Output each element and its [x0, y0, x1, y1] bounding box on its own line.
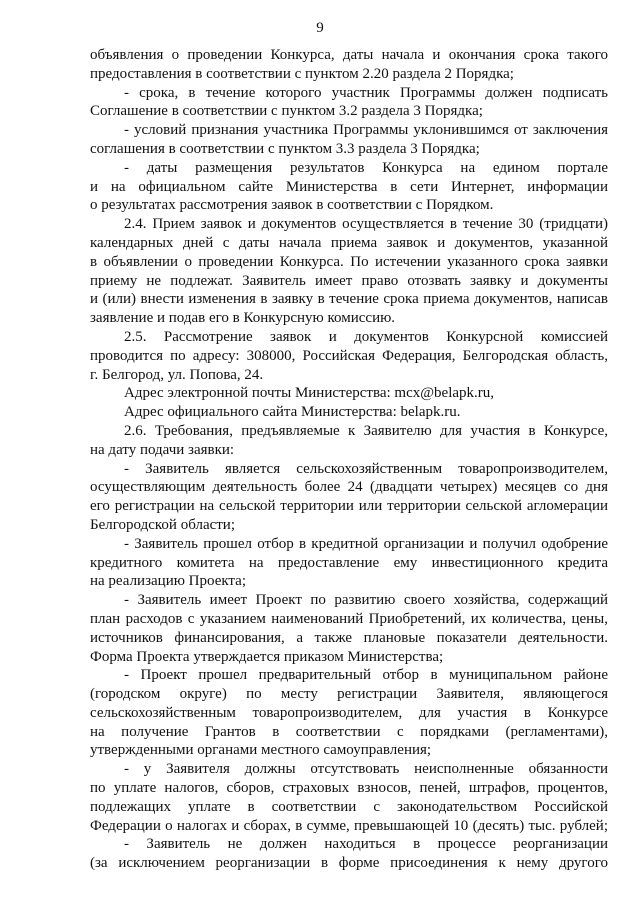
text-line: Белгородской области;: [90, 516, 236, 533]
text-line: - условий признания участника Программы уклонившимся от заключения: [124, 122, 608, 139]
text-line: на дату подачи заявки:: [90, 441, 235, 458]
text-line: 2.4. Прием заявок и документов осуществляется в течение 30 (тридцати): [124, 216, 608, 233]
text-line: на реализацию Проекта;: [90, 573, 246, 590]
text-line: источников финансирования, а также плановые показатели деятельности.: [90, 629, 608, 646]
page-number: 9: [316, 20, 324, 36]
text-line: и (или) внести изменения в заявку в течение срока приема документов, написав: [90, 291, 608, 308]
text-line: план расходов с указанием наименований Приобретений, их количества, цены,: [90, 610, 608, 627]
text-line: - Заявитель является сельскохозяйственным товаропроизводителем,: [124, 460, 608, 477]
text-line: (за исключением реорганизации в форме присоединения к нему другого: [90, 855, 608, 872]
text-line: кредитного комитета на предоставление ему инвестиционного кредита: [90, 554, 608, 571]
text-line: проводится по адресу: 308000, Российская Федерация, Белгородская область,: [90, 347, 608, 364]
text-line: г. Белгород, ул. Попова, 24.: [90, 366, 264, 383]
text-line: - даты размещения результатов Конкурса на едином портале: [124, 159, 608, 176]
text-line: - Проект прошел предварительный отбор в муниципальном районе: [124, 667, 608, 684]
text-line: его регистрации на сельской территории или территории сельской агломерации: [90, 498, 608, 515]
text-line: на получение Грантов в соответствии с порядками (регламентами),: [90, 723, 608, 740]
text-line: Адрес электронной почты Министерства: mcx@belapk.ru,: [124, 385, 495, 402]
text-line: и на официальном сайте Министерства в сети Интернет, информации: [90, 178, 608, 195]
text-line: осуществляющим деятельность более 24 (двадцати четырех) месяцев со дня: [90, 479, 608, 496]
text-line: утвержденными органами местного самоуправления;: [90, 742, 432, 759]
text-line: заявление и подав его в Конкурсную комиссию.: [90, 310, 396, 327]
text-line: приему не подлежат. Заявитель имеет право отозвать заявку и документы: [90, 272, 608, 289]
text-line: календарных дней с даты начала приема заявок и документов, указанной: [90, 234, 608, 251]
text-line: предоставления в соответствии с пунктом 2.20 раздела 2 Порядка;: [90, 65, 514, 82]
text-line: Форма Проекта утверждается приказом Министерства;: [90, 648, 444, 665]
text-line: в объявлении о проведении Конкурса. По истечении указанного срока заявки: [90, 253, 608, 270]
text-line: соглашения в соответствии с пунктом 3.3 раздела 3 Порядка;: [90, 140, 480, 157]
text-line: Адрес официального сайта Министерства: belapk.ru.: [124, 404, 461, 421]
text-line: подлежащих уплате в соответствии с законодательством Российской: [90, 798, 608, 815]
text-line: о результатах рассмотрения заявок в соответствии с Порядком.: [90, 197, 494, 214]
text-line: 2.6. Требования, предъявляемые к Заявителю для участия в Конкурсе,: [124, 422, 608, 439]
text-line: объявления о проведении Конкурса, даты начала и окончания срока такого: [90, 47, 608, 63]
text-line: 2.5. Рассмотрение заявок и документов Конкурсной комиссией: [124, 328, 608, 345]
text-line: - у Заявителя должны отсутствовать неисполненные обязанности: [124, 761, 608, 778]
text-line: - Заявитель имеет Проект по развитию своего хозяйства, содержащий: [124, 592, 608, 609]
text-line: - Заявитель не должен находиться в процессе реорганизации: [124, 836, 608, 853]
text-line: Федерации о налогах и сборах, в сумме, превышающей 10 (десять) тыс. рублей;: [90, 817, 608, 834]
text-line: Соглашение в соответствии с пунктом 3.2 раздела 3 Порядка;: [90, 103, 483, 120]
text-line: (городском округе) по месту регистрации Заявителя, являющегося: [90, 686, 608, 703]
text-line: сельскохозяйственным товаропроизводителем, для участия в Конкурсе: [90, 704, 608, 721]
document-text-body: [90, 46, 608, 873]
text-line: по уплате налогов, сборов, страховых взносов, пеней, штрафов, процентов,: [90, 780, 608, 797]
text-line: - срока, в течение которого участник Программы должен подписать: [124, 84, 608, 101]
text-line: - Заявитель прошел отбор в кредитной организации и получил одобрение: [124, 535, 608, 552]
